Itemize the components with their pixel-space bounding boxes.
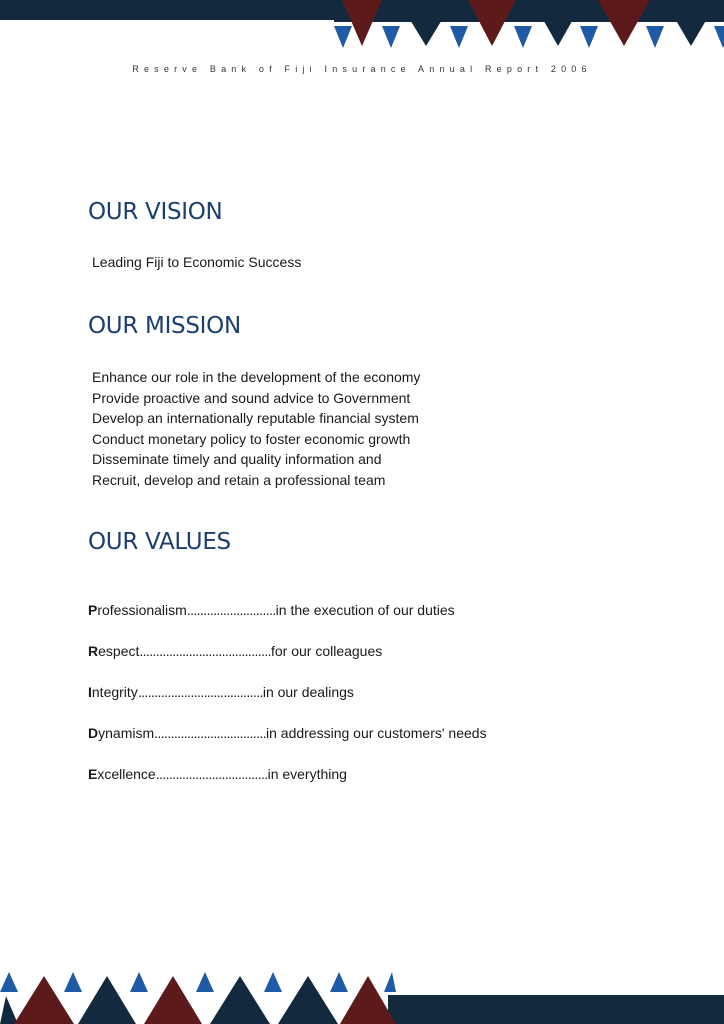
leader-dots: .................................. bbox=[155, 766, 268, 782]
value-meaning: in everything bbox=[267, 766, 347, 782]
value-name: Integrity bbox=[88, 684, 138, 700]
vision-statement: Leading Fiji to Economic Success bbox=[92, 254, 302, 270]
value-name: Dynamism bbox=[88, 725, 155, 741]
value-name: Respect bbox=[88, 643, 140, 659]
value-row bbox=[88, 602, 487, 643]
mission-item: Conduct monetary policy to foster economic growth bbox=[92, 430, 411, 447]
leader-dots: ...................................... bbox=[137, 684, 263, 700]
value-meaning: for our colleagues bbox=[270, 643, 383, 659]
value-row bbox=[88, 684, 487, 725]
leader-dots: ........................... bbox=[186, 602, 276, 618]
value-meaning: in addressing our customers' needs bbox=[266, 725, 487, 741]
value-meaning: in the execution of our duties bbox=[275, 602, 455, 618]
leader-dots: ........................................ bbox=[139, 643, 271, 659]
mission-heading: OUR MISSION bbox=[88, 313, 241, 339]
mission-list bbox=[92, 367, 420, 490]
value-name: Professionalism bbox=[88, 602, 187, 618]
value-row bbox=[88, 725, 487, 766]
mission-item: Develop an internationally reputable financial system bbox=[92, 410, 419, 426]
top-triangle-pattern bbox=[334, 0, 724, 50]
mission-item: Disseminate timely and quality information and bbox=[92, 451, 382, 467]
mission-item: Enhance our role in the development of the economy bbox=[92, 369, 421, 385]
mission-item: Recruit, develop and retain a professional team bbox=[92, 471, 386, 488]
value-meaning: in our dealings bbox=[262, 684, 354, 700]
vision-heading: OUR VISION bbox=[88, 199, 223, 225]
values-heading: OUR VALUES bbox=[88, 529, 231, 555]
bottom-triangle-pattern bbox=[0, 968, 400, 1024]
value-name: Excellence bbox=[88, 766, 156, 782]
values-list bbox=[88, 602, 487, 807]
value-row bbox=[88, 766, 487, 807]
bottom-border-band bbox=[388, 995, 724, 1024]
leader-dots: .................................. bbox=[154, 725, 266, 741]
running-header: Reserve Bank of Fiji Insurance Annual Report 2006 bbox=[132, 64, 592, 74]
value-row bbox=[88, 643, 487, 684]
mission-item: Provide proactive and sound advice to Government bbox=[92, 389, 411, 406]
